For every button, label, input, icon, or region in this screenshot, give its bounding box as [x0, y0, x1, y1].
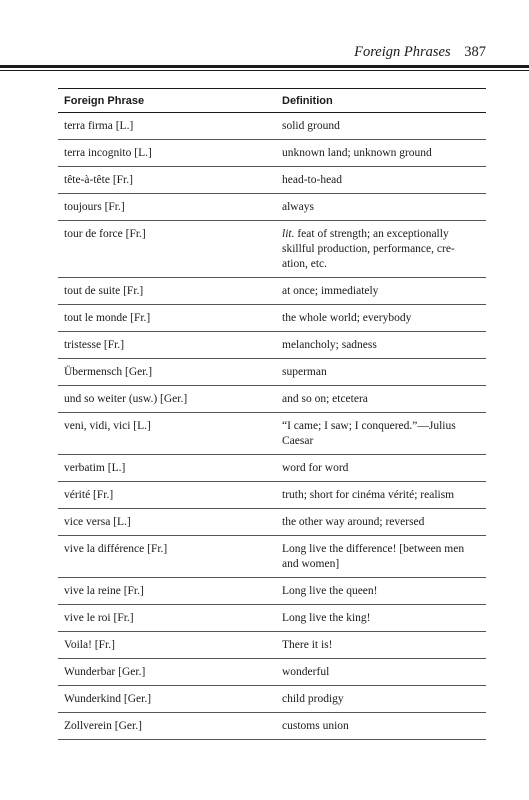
column-header-phrase: Foreign Phrase [58, 89, 276, 113]
section-title: Foreign Phrases [354, 44, 451, 60]
phrase-cell: Wunderbar [Ger.] [58, 659, 276, 686]
column-header-definition: Definition [276, 89, 486, 113]
table-row [58, 686, 486, 713]
table-row [58, 359, 486, 386]
phrase-cell: Zollverein [Ger.] [58, 713, 276, 740]
definition-cell: always [276, 194, 486, 221]
phrase-cell: toujours [Fr.] [58, 194, 276, 221]
definition-cell: Long live the difference! [between men and women] [276, 536, 486, 578]
definition-cell: Long live the king! [276, 605, 486, 632]
definition-cell: truth; short for cinéma vérité; realism [276, 482, 486, 509]
phrase-cell: vive le roi [Fr.] [58, 605, 276, 632]
phrase-cell: tout de suite [Fr.] [58, 278, 276, 305]
definition-cell: word for word [276, 455, 486, 482]
table-row [58, 632, 486, 659]
table-row [58, 413, 486, 455]
table-row [58, 482, 486, 509]
phrase-cell: vive la reine [Fr.] [58, 578, 276, 605]
definition-cell: head-to-head [276, 167, 486, 194]
phrase-cell: vive la différence [Fr.] [58, 536, 276, 578]
phrase-cell: und so weiter (usw.) [Ger.] [58, 386, 276, 413]
table-row [58, 509, 486, 536]
definition-cell [276, 221, 486, 278]
page-number: 387 [464, 44, 486, 60]
definition-text: feat of strength; an exceptionally skillful production, performance, cre-ation, etc. [282, 228, 455, 270]
definition-cell: the whole world; everybody [276, 305, 486, 332]
phrase-cell: veni, vidi, vici [L.] [58, 413, 276, 455]
definition-cell: Long live the queen! [276, 578, 486, 605]
table-row [58, 167, 486, 194]
definition-cell: “I came; I saw; I conquered.”—Julius Caesar [276, 413, 486, 455]
phrase-cell: tout le monde [Fr.] [58, 305, 276, 332]
definition-cell: child prodigy [276, 686, 486, 713]
definition-cell: superman [276, 359, 486, 386]
header-rule-thin [0, 70, 529, 71]
definition-prefix: lit. [282, 228, 295, 240]
table-row [58, 455, 486, 482]
table-row [58, 659, 486, 686]
table-body [58, 113, 486, 740]
table-row [58, 536, 486, 578]
phrase-cell: vice versa [L.] [58, 509, 276, 536]
table-row [58, 386, 486, 413]
definition-cell: and so on; etcetera [276, 386, 486, 413]
phrase-cell: terra firma [L.] [58, 113, 276, 140]
table-row [58, 605, 486, 632]
phrase-cell: verbatim [L.] [58, 455, 276, 482]
phrase-cell: terra incognito [L.] [58, 140, 276, 167]
phrase-cell: Übermensch [Ger.] [58, 359, 276, 386]
table-row [58, 140, 486, 167]
phrase-cell: vérité [Fr.] [58, 482, 276, 509]
phrase-cell: tristesse [Fr.] [58, 332, 276, 359]
table-row [58, 221, 486, 278]
table-row [58, 578, 486, 605]
table-row [58, 305, 486, 332]
definition-cell: There it is! [276, 632, 486, 659]
header-rule-thick [0, 65, 529, 68]
table-header-row [58, 89, 486, 113]
phrase-cell: tour de force [Fr.] [58, 221, 276, 278]
table-row [58, 113, 486, 140]
phrase-cell: Voila! [Fr.] [58, 632, 276, 659]
definition-cell: unknown land; unknown ground [276, 140, 486, 167]
definition-cell: at once; immediately [276, 278, 486, 305]
definition-cell: customs union [276, 713, 486, 740]
running-head [354, 44, 486, 61]
table-row [58, 194, 486, 221]
table-row [58, 713, 486, 740]
table-row [58, 278, 486, 305]
definition-cell: solid ground [276, 113, 486, 140]
phrase-cell: Wunderkind [Ger.] [58, 686, 276, 713]
definition-cell: wonderful [276, 659, 486, 686]
definition-cell: the other way around; reversed [276, 509, 486, 536]
foreign-phrases-table [58, 88, 486, 740]
table-row [58, 332, 486, 359]
definition-cell: melancholy; sadness [276, 332, 486, 359]
phrase-cell: tête-à-tête [Fr.] [58, 167, 276, 194]
